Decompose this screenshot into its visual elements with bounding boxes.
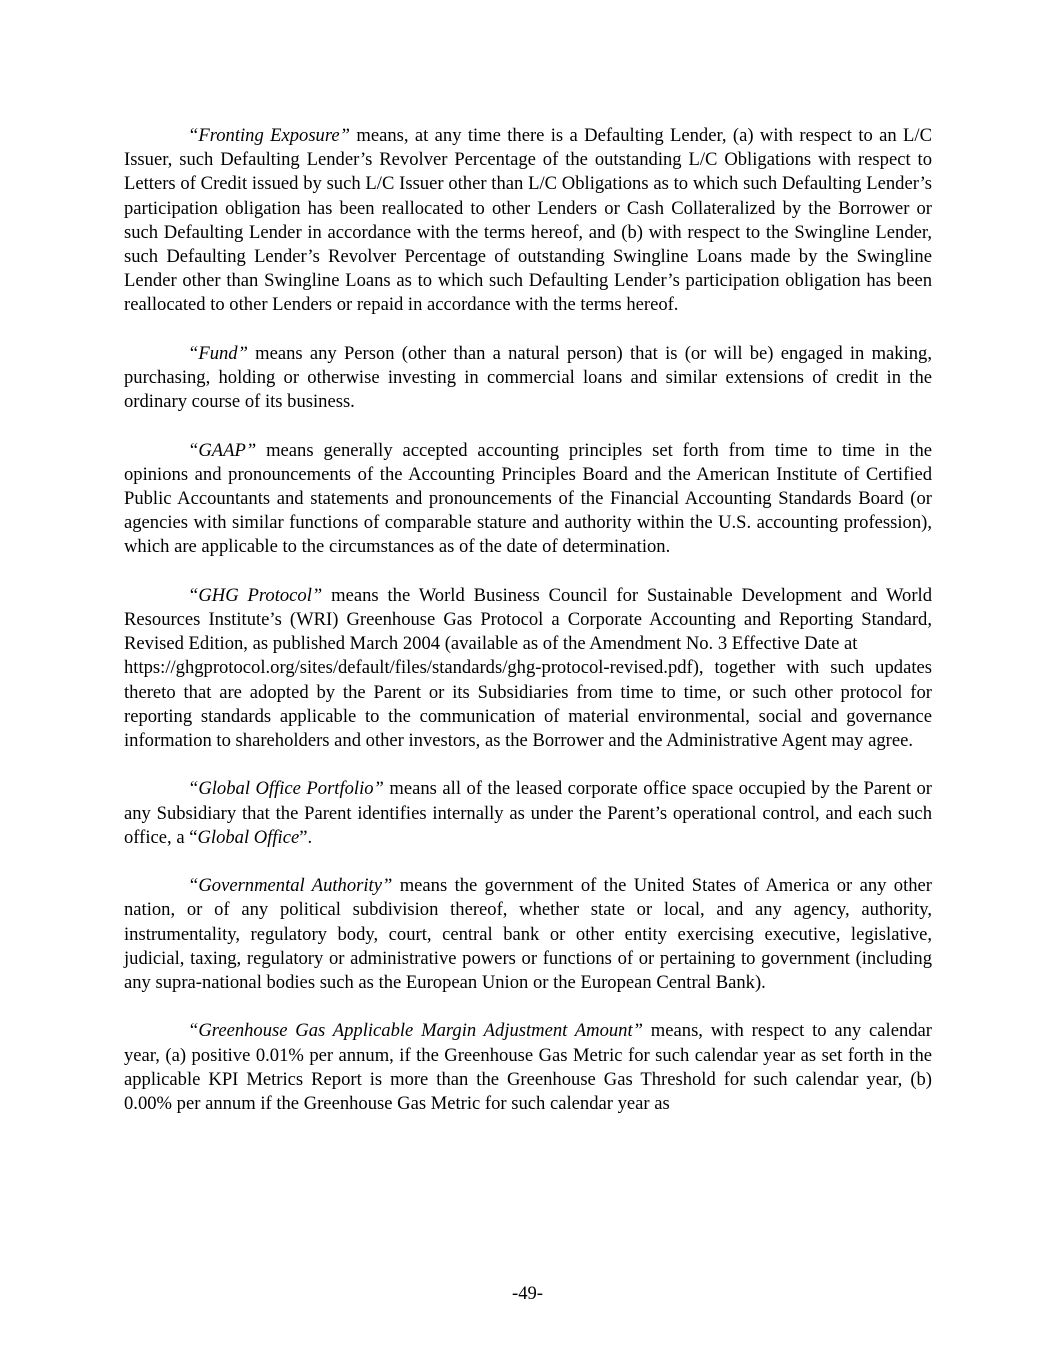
page-number: -49-	[512, 1283, 543, 1304]
definition-fund	[124, 342, 932, 415]
definition-text: means the World Business Council for Sustainable Development and World Resources Institute’s (WRI) Greenhouse Gas Protocol a Corporate Accounting and Reporting Standard, Revised Edition, as published March 2004 (available as of the Amendment No. 3 Effective Date at	[124, 584, 932, 655]
definition-governmental-authority	[124, 874, 932, 995]
definition-fronting-exposure	[124, 124, 932, 318]
defined-term: “Greenhouse Gas Applicable Margin Adjustment Amount”	[188, 1020, 643, 1042]
definition-text: means any Person (other than a natural person) that is (or will be) engaged in making, purchasing, holding or otherwise investing in commercial loans and similar extensions of credit in the ordinary course of its business.	[124, 342, 932, 413]
defined-term: “Fund”	[188, 342, 248, 364]
definition-global-office-portfolio	[124, 777, 932, 850]
definition-text: means generally accepted accounting principles set forth from time to time in the opinions and pronouncements of the Accounting Principles Board and the American Institute of Certified Public Accountants and statements and pronouncements of the Financial Accounting Standards Board (or agencies with similar functions of comparable stature and authority within the U.S. accounting profession), which are applicable to the circumstances as of the date of determination.	[124, 439, 932, 558]
definition-greenhouse-gas-margin-adjustment	[124, 1019, 932, 1116]
definition-gaap	[124, 439, 932, 560]
inline-defined-term: Global Office	[197, 826, 300, 848]
document-page	[124, 124, 932, 1140]
definition-text: means all of the leased corporate office space occupied by the Parent or any Subsidiary that the Parent identifies internally as under the Parent’s operational control, and each such office, a “	[124, 778, 932, 848]
defined-term: “GAAP”	[188, 439, 257, 461]
definition-text: means, at any time there is a Defaulting Lender, (a) with respect to an L/C Issuer, such Defaulting Lender’s Revolver Percentage of the outstanding L/C Obligations with respect to Letters of Credit issued by such L/C Issuer other than L/C Obligations as to which such Defaulting Lender’s participation obligation has been reallocated to other Lenders or Cash Collateralized by the Borrower or such Defaulting Lender in accordance with the terms hereof, and (b) with respect to the Swingline Lender, such Defaulting Lender’s Revolver Percentage of outstanding Swingline Loans made by the Swingline Lender other than Swingline Loans as to which such Defaulting Lender’s participation obligation has been reallocated to other Lenders or repaid in accordance with the terms hereof.	[124, 125, 932, 316]
defined-term: “GHG Protocol”	[188, 584, 323, 606]
defined-term: “Fronting Exposure”	[188, 125, 350, 146]
definition-text: means, with respect to any calendar year, (a) positive 0.01% per annum, if the Greenhouse Gas Metric for such calendar year as set forth in the applicable KPI Metrics Report is more than the Greenhouse Gas Threshold for such calendar year, (b) 0.00% per annum if the Greenhouse Gas Metric for such calendar year as	[124, 1020, 932, 1115]
definition-ghg-protocol	[124, 584, 932, 753]
definition-text: means the government of the United States of America or any other nation, or of any political subdivision thereof, whether state or local, and any agency, authority, instrumentality, regulatory body, court, central bank or other entity exercising executive, legislative, judicial, taxing, regulatory or administrative powers or functions of or pertaining to government (including any supra-national bodies such as the European Union or the European Central Bank).	[124, 875, 932, 994]
definition-text-tail: ”.	[299, 826, 313, 848]
defined-term: “Global Office Portfolio”	[188, 778, 384, 800]
defined-term: “Governmental Authority”	[188, 875, 393, 897]
definition-text-continued: https://ghgprotocol.org/sites/default/files/standards/ghg-protocol-revised.pdf), together with such updates thereto that are adopted by the Parent or its Subsidiaries from time to time, or such other protocol for reporting standards applicable to the communication of material environmental, social and governance information to shareholders and other investors, as the Borrower and the Administrative Agent may agree.	[124, 657, 932, 752]
